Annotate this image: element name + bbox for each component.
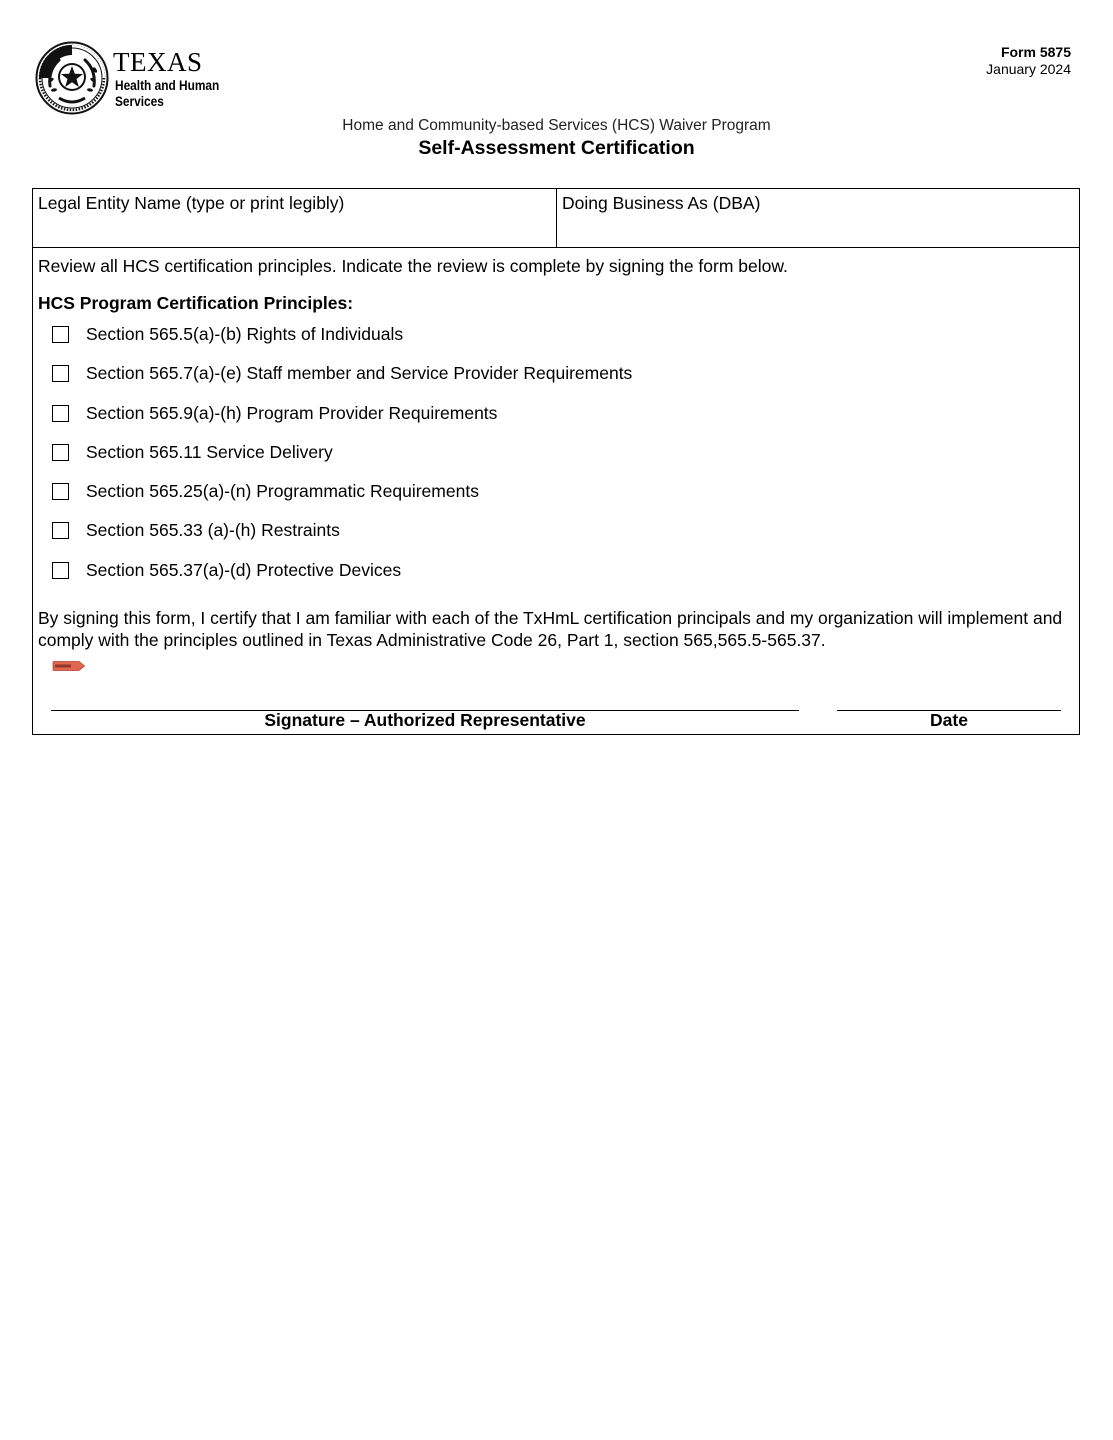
certification-statement: By signing this form, I certify that I am familiar with each of the TxHmL certification principals and my organization will implement and comply with the principles outlined in Texas Administrative Code 26, Part 1, section 565,565.5-565.37. xyxy=(38,608,1063,650)
principle-item[interactable] xyxy=(52,322,403,346)
form-identifier xyxy=(986,44,1071,78)
principle-label: Section 565.5(a)-(b) Rights of Individuals xyxy=(86,323,404,344)
principle-checkbox[interactable] xyxy=(52,483,69,500)
dba-input[interactable] xyxy=(561,216,1075,244)
principle-item[interactable] xyxy=(52,479,479,503)
signature-label: Signature – Authorized Representative xyxy=(264,710,586,730)
principle-checkbox[interactable] xyxy=(52,405,69,422)
principle-checkbox[interactable] xyxy=(52,522,69,539)
principle-label: Section 565.7(a)-(e) Staff member and Service Provider Requirements xyxy=(86,362,633,383)
principle-item[interactable] xyxy=(52,440,333,464)
principle-checkbox[interactable] xyxy=(52,562,69,579)
date-label: Date xyxy=(930,710,968,730)
principle-label: Section 565.37(a)-(d) Protective Devices xyxy=(86,559,402,580)
principle-item[interactable] xyxy=(52,558,401,582)
legal-entity-input[interactable] xyxy=(37,216,552,244)
principle-label: Section 565.11 Service Delivery xyxy=(86,441,333,462)
instructions-text: Review all HCS certification principles. Indicate the review is complete by signing the form below. xyxy=(38,256,788,276)
principle-label: Section 565.33 (a)-(h) Restraints xyxy=(86,519,340,540)
principle-checkbox[interactable] xyxy=(52,365,69,382)
entity-row xyxy=(33,189,1079,248)
form-frame xyxy=(32,188,1080,735)
dba-cell xyxy=(557,189,1079,247)
legal-entity-cell xyxy=(33,189,557,247)
logo-subtitle-line1: Health and Human xyxy=(115,78,220,93)
principle-checkbox[interactable] xyxy=(52,444,69,461)
legal-entity-label: Legal Entity Name (type or print legibly) xyxy=(38,193,345,213)
texas-seal-icon xyxy=(35,40,109,116)
principle-label: Section 565.25(a)-(n) Programmatic Requirements xyxy=(86,480,479,501)
program-name: Home and Community-based Services (HCS) Waiver Program xyxy=(342,117,771,134)
principle-item[interactable] xyxy=(52,518,340,542)
logo-subtitle xyxy=(115,78,219,110)
principle-item[interactable] xyxy=(52,401,497,425)
principles-heading: HCS Program Certification Principles: xyxy=(38,293,354,313)
texas-hhs-logo xyxy=(35,40,235,118)
logo-subtitle-line2: Services xyxy=(115,94,164,109)
principle-item[interactable] xyxy=(52,361,632,385)
sign-here-tag-icon[interactable] xyxy=(52,661,85,671)
page-title: Self-Assessment Certification xyxy=(418,137,695,159)
dba-label: Doing Business As (DBA) xyxy=(562,193,761,213)
form-number: Form 5875 xyxy=(1000,44,1071,60)
principle-checkbox[interactable] xyxy=(52,326,69,343)
principle-label: Section 565.9(a)-(h) Program Provider Requirements xyxy=(86,402,498,423)
form-date: January 2024 xyxy=(986,61,1071,77)
logo-title: TEXAS xyxy=(113,47,203,77)
